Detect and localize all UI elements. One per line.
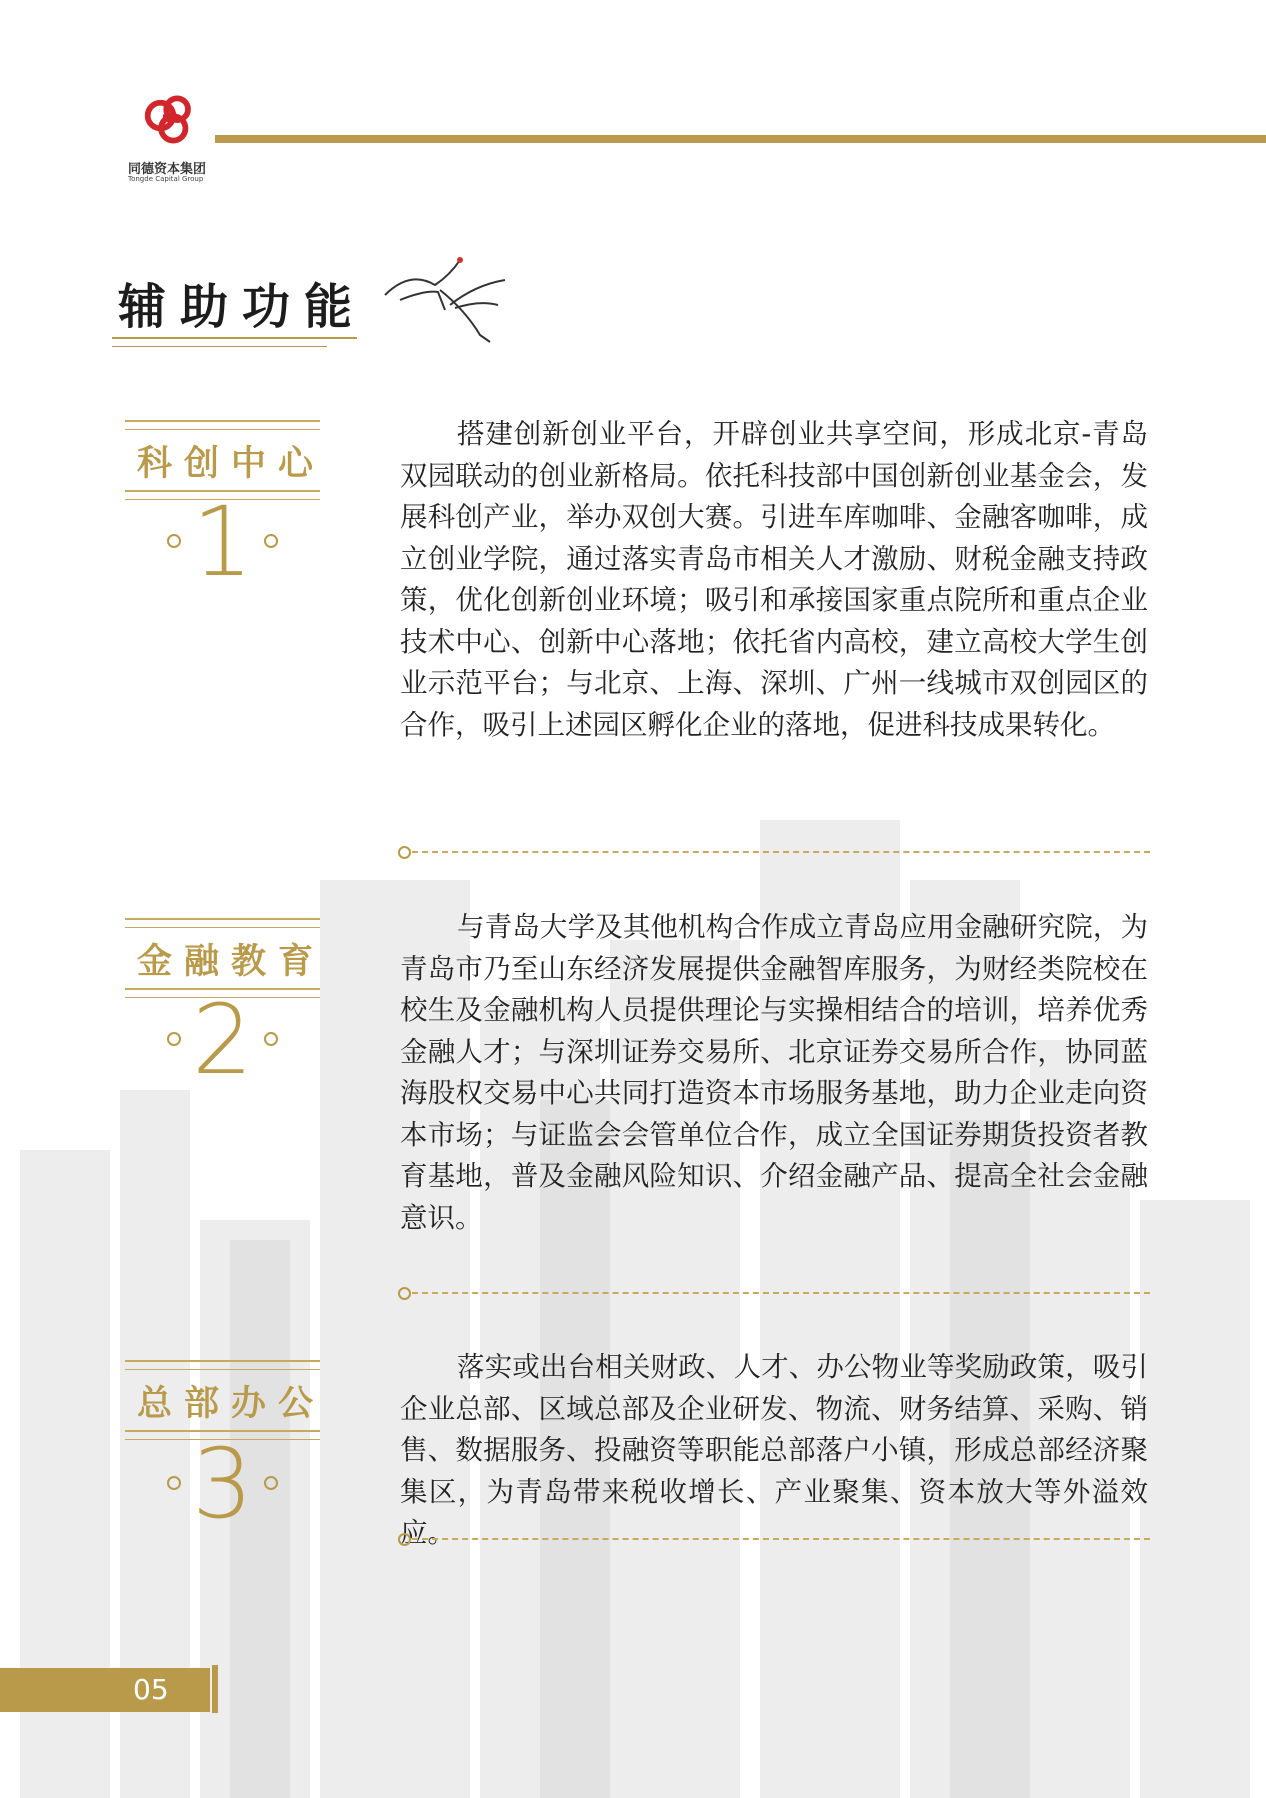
section-1-title: 科创中心 xyxy=(137,444,326,484)
dot-left-icon xyxy=(167,534,181,548)
section-3-number: 3 xyxy=(191,1428,254,1540)
brand-name-en: Tongde Capital Group xyxy=(128,175,204,183)
section-1-number: 1 xyxy=(191,486,254,598)
title-underline-secondary xyxy=(112,346,327,347)
section-divider-2 xyxy=(398,1287,1150,1299)
section-2-number: 2 xyxy=(191,984,254,1096)
dot-right-icon xyxy=(264,1032,278,1046)
page-title: 辅助功能 xyxy=(118,279,367,335)
section-2-number-block xyxy=(125,984,320,1096)
dot-left-icon xyxy=(167,1032,181,1046)
dot-left-icon xyxy=(167,1476,181,1490)
cranes-illustration-icon xyxy=(380,250,510,345)
section-3-text: 落实或出台相关财政、人才、办公物业等奖励政策，吸引企业总部、区域总部及企业研发、物流、财务结算、采购、销售、数据服务、投融资等职能总部落户小镇，形成总部经济聚集区，为青岛带来税收增长、产业聚集、资本放大等外溢效应。 xyxy=(400,1351,1148,1549)
section-divider-3 xyxy=(398,1533,1150,1545)
header-rule xyxy=(215,135,1266,143)
tongde-logo-icon xyxy=(140,90,204,154)
page-number-bar xyxy=(0,1668,210,1712)
page-number: 05 xyxy=(133,1673,169,1706)
section-1-text: 搭建创新创业平台，开辟创业共享空间，形成北京-青岛双园联动的创业新格局。依托科技部中国创新创业基金会，发展科创产业，举办双创大赛。引进车库咖啡、金融客咖啡，成立创业学院，通过落实青岛市相关人才激励、财税金融支持政策，优化创新创业环境；吸引和承接国家重点院所和重点企业技术中心、创新中心落地；依托省内高校，建立高校大学生创业示范平台；与北京、上海、深圳、广州一线城市双创园区的合作，吸引上述园区孵化企业的落地，促进科技成果转化。 xyxy=(400,418,1148,741)
page-number-tick xyxy=(212,1665,218,1713)
dot-right-icon xyxy=(264,534,278,548)
section-3-title: 总部办公 xyxy=(137,1384,326,1424)
section-2-title: 金融教育 xyxy=(137,942,326,982)
section-3-number-block xyxy=(125,1428,320,1540)
section-divider-1 xyxy=(398,846,1150,858)
brand-name-cn: 同德资本集团 xyxy=(128,162,207,177)
section-2-text: 与青岛大学及其他机构合作成立青岛应用金融研究院，为青岛市乃至山东经济发展提供金融智库服务，为财经类院校在校生及金融机构人员提供理论与实操相结合的培训，培养优秀金融人才；与深圳证券交易所、北京证券交易所合作，协同蓝海股权交易中心共同打造资本市场服务基地，助力企业走向资本市场；与证监会会管单位合作，成立全国证券期货投资者教育基地，普及金融风险知识、介绍金融产品、提高全社会金融意识。 xyxy=(400,911,1148,1234)
title-underline xyxy=(112,337,357,339)
dot-right-icon xyxy=(264,1476,278,1490)
section-1-number-block xyxy=(125,486,320,598)
